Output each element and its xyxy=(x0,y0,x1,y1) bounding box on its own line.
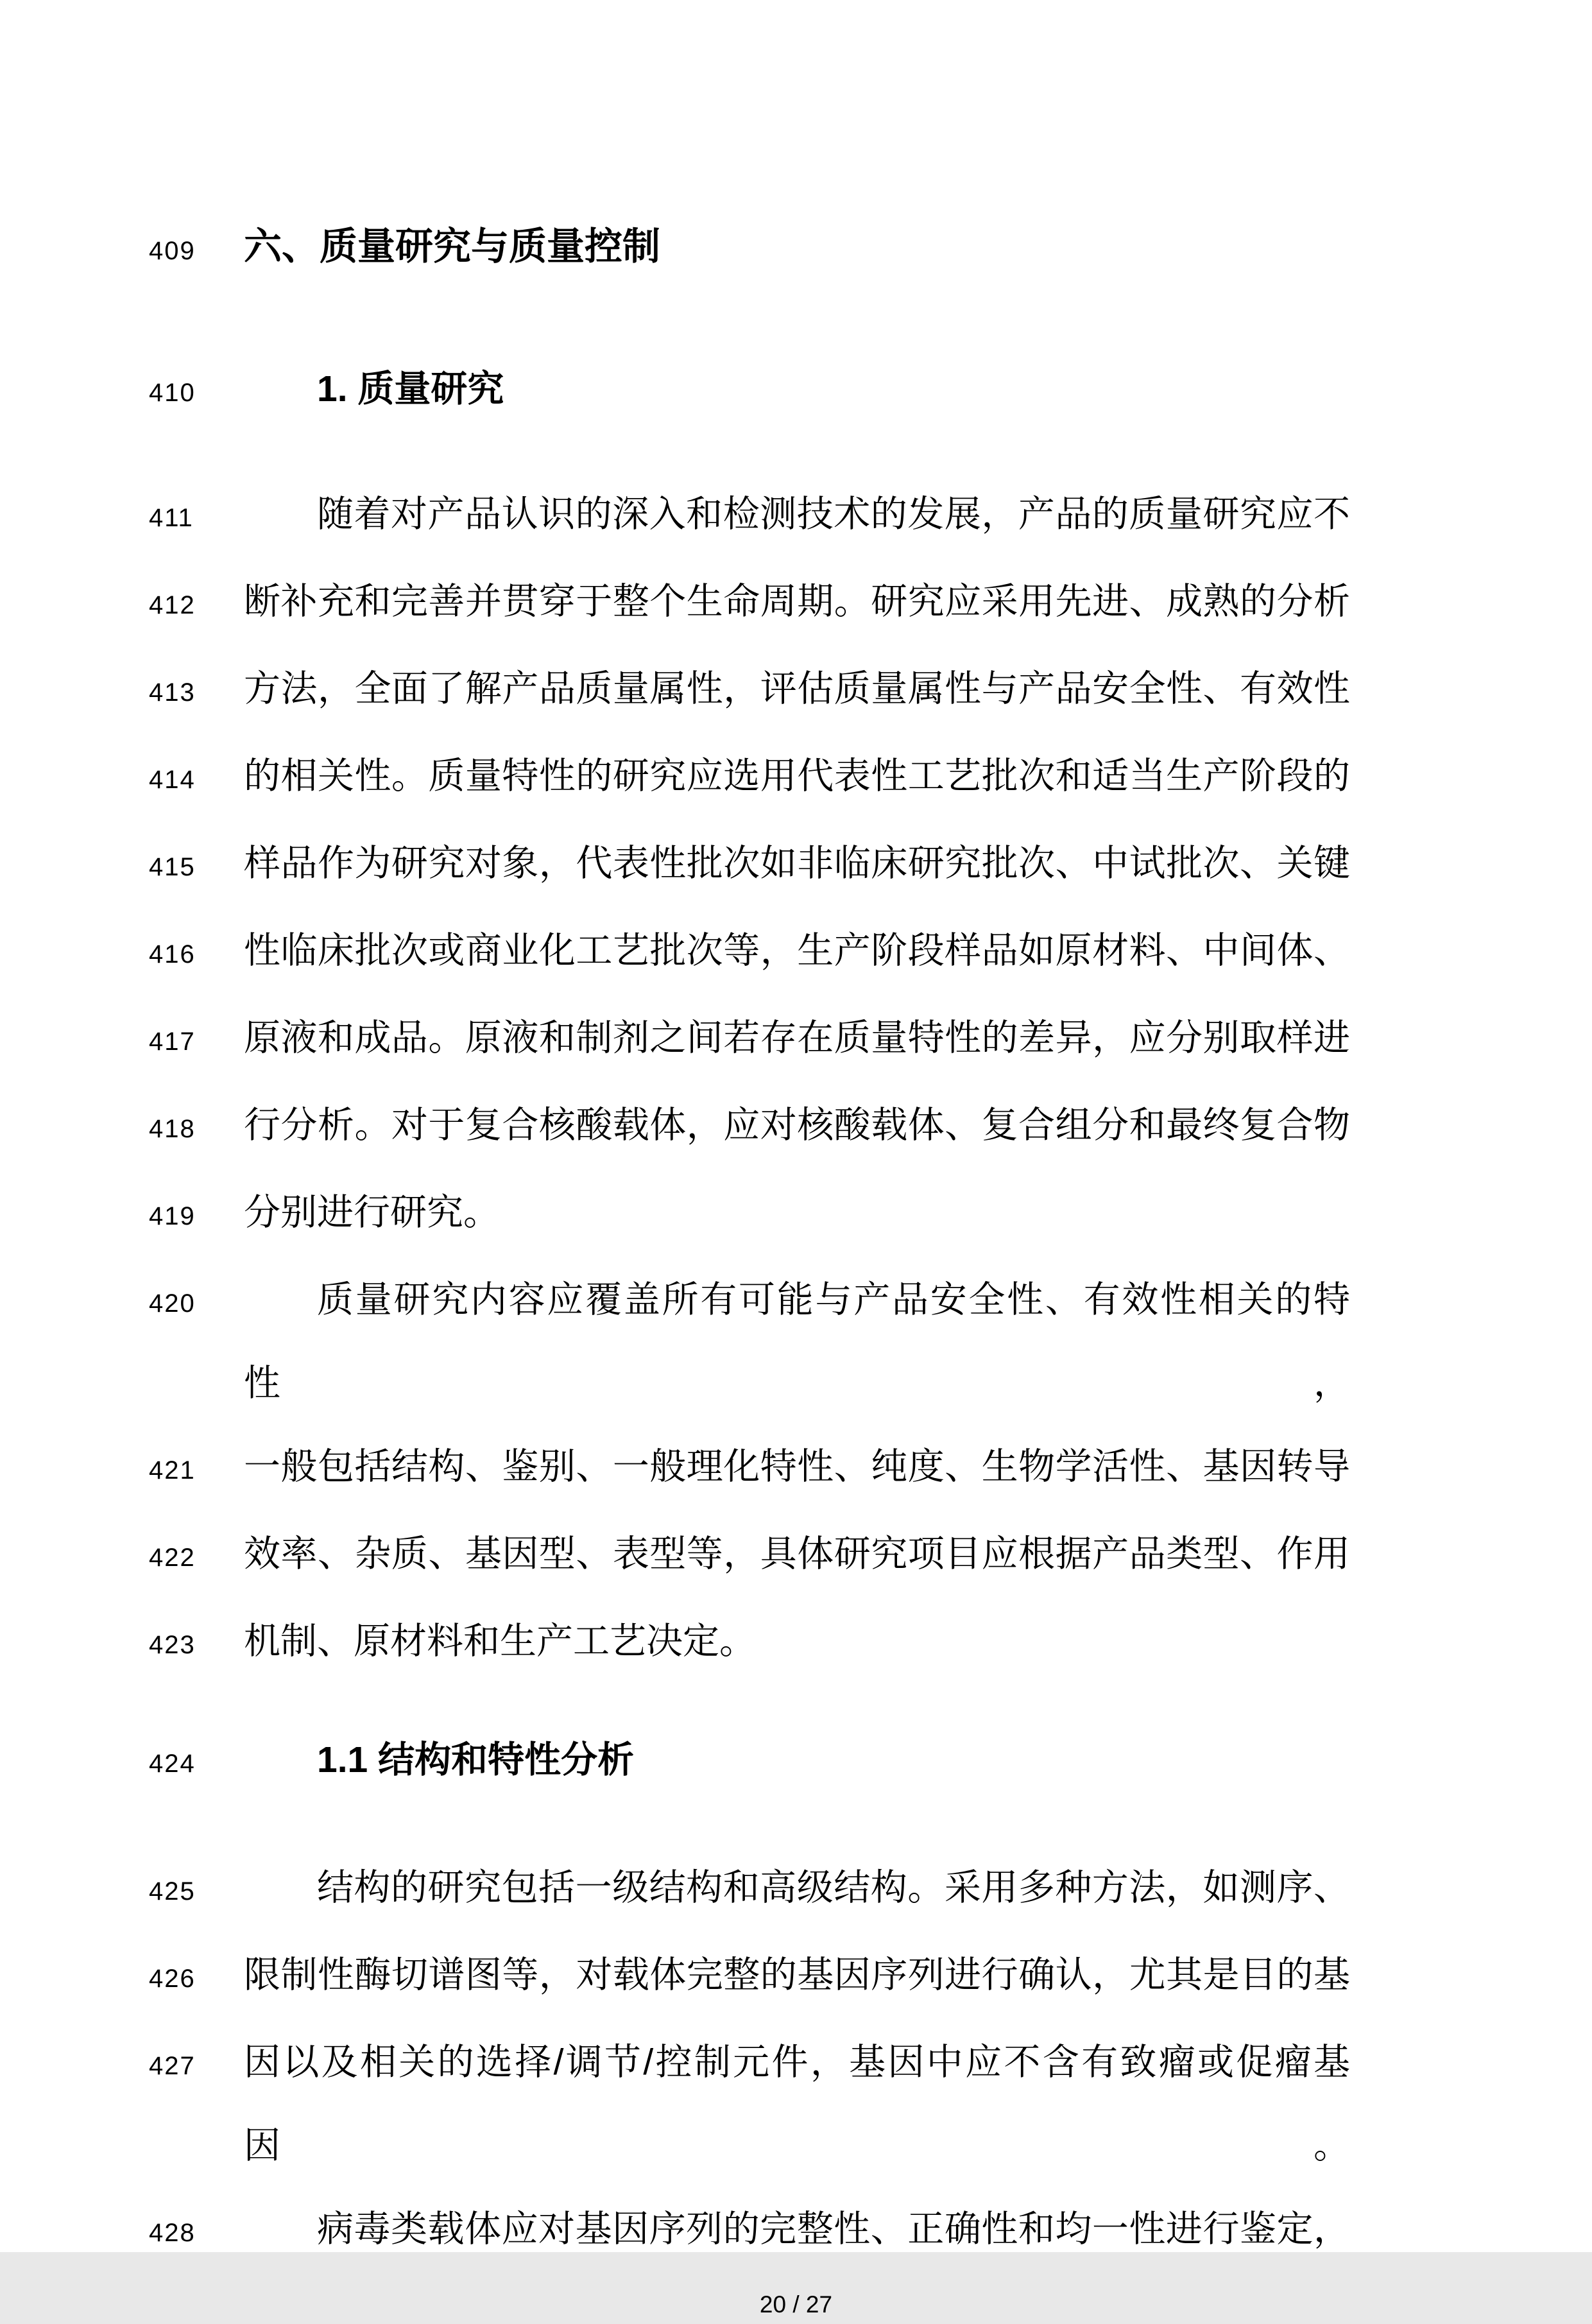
document-body xyxy=(0,205,1592,2324)
line-row xyxy=(0,472,1592,560)
line-number: 425 xyxy=(149,1877,196,1906)
body-text-line: 的相关性。质量特性的研究应选用代表性工艺批次和适当生产阶段的 xyxy=(244,755,1350,796)
line-row xyxy=(0,1258,1592,1425)
line-row xyxy=(0,1083,1592,1171)
line-number: 426 xyxy=(149,1965,196,1993)
body-text-line: 效率、杂质、基因型、表型等，具体研究项目应根据产品类型、作用 xyxy=(244,1533,1350,1574)
line-number: 419 xyxy=(149,1202,196,1230)
line-row xyxy=(0,1425,1592,1512)
line-number: 414 xyxy=(149,766,196,794)
line-number: 423 xyxy=(149,1631,196,1659)
line-number: 421 xyxy=(149,1456,196,1485)
body-text-line: 一般包括结构、鉴别、一般理化特性、纯度、生物学活性、基因转导 xyxy=(244,1446,1350,1487)
body-text-line: 病毒类载体应对基因序列的完整性、正确性和均一性进行鉴定， xyxy=(317,2208,1350,2250)
line-row xyxy=(0,560,1592,647)
line-number: 410 xyxy=(149,379,196,407)
body-text-line: 随着对产品认识的深入和检测技术的发展，产品的质量研究应不 xyxy=(317,494,1350,535)
line-number: 409 xyxy=(149,237,196,265)
section-heading: 1. 质量研究 xyxy=(317,368,504,409)
line-row xyxy=(0,347,1592,435)
line-row xyxy=(0,1846,1592,1933)
body-text-line: 机制、原材料和生产工艺决定。 xyxy=(244,1621,756,1662)
body-text-line: 性临床批次或商业化工艺批次等，生产阶段样品如原材料、中间体、 xyxy=(244,930,1350,971)
body-text-line: 分别进行研究。 xyxy=(244,1192,500,1233)
body-text-line: 因以及相关的选择/调节/控制元件，基因中应不含有致瘤或促瘤基因。 xyxy=(244,2042,1350,2166)
body-text-line: 行分析。对于复合核酸载体，应对核酸载体、复合组分和最终复合物 xyxy=(244,1105,1350,1146)
body-text-line: 限制性酶切谱图等，对载体完整的基因序列进行确认，尤其是目的基 xyxy=(244,1954,1350,1995)
line-row xyxy=(0,1599,1592,1687)
line-row xyxy=(0,1933,1592,2020)
line-row xyxy=(0,734,1592,822)
line-number: 422 xyxy=(149,1544,196,1572)
body-text-line: 原液和成品。原液和制剂之间若存在质量特性的差异，应分别取样进 xyxy=(244,1017,1350,1058)
line-row xyxy=(0,909,1592,996)
chapter-heading: 六、质量研究与质量控制 xyxy=(244,225,661,268)
body-text-line: 样品作为研究对象，代表性批次如非临床研究批次、中试批次、关键 xyxy=(244,843,1350,884)
line-row xyxy=(0,205,1592,293)
line-number: 424 xyxy=(149,1750,196,1778)
line-row xyxy=(0,1171,1592,1258)
line-row xyxy=(0,2020,1592,2187)
line-row xyxy=(0,647,1592,734)
line-number: 427 xyxy=(149,2052,196,2080)
page-number: 20 / 27 xyxy=(759,2291,833,2318)
line-number: 412 xyxy=(149,591,196,619)
body-text-line: 断补充和完善并贯穿于整个生命周期。研究应采用先进、成熟的分析 xyxy=(244,581,1350,622)
line-row xyxy=(0,1718,1592,1805)
body-text-line: 质量研究内容应覆盖所有可能与产品安全性、有效性相关的特性， xyxy=(244,1279,1350,1404)
line-number: 416 xyxy=(149,940,196,968)
subsection-heading: 1.1 结构和特性分析 xyxy=(317,1739,635,1780)
line-number: 415 xyxy=(149,853,196,881)
line-number: 413 xyxy=(149,678,196,707)
line-row xyxy=(0,1512,1592,1599)
line-row xyxy=(0,996,1592,1083)
body-text-line: 方法，全面了解产品质量属性，评估质量属性与产品安全性、有效性 xyxy=(244,668,1350,709)
line-row xyxy=(0,2187,1592,2275)
line-number: 418 xyxy=(149,1115,196,1143)
line-number: 420 xyxy=(149,1289,196,1318)
line-number: 428 xyxy=(149,2219,196,2247)
line-number: 411 xyxy=(149,504,194,532)
line-row xyxy=(0,822,1592,909)
line-number: 417 xyxy=(149,1028,196,1056)
body-text-line: 结构的研究包括一级结构和高级结构。采用多种方法，如测序、 xyxy=(317,1867,1350,1908)
